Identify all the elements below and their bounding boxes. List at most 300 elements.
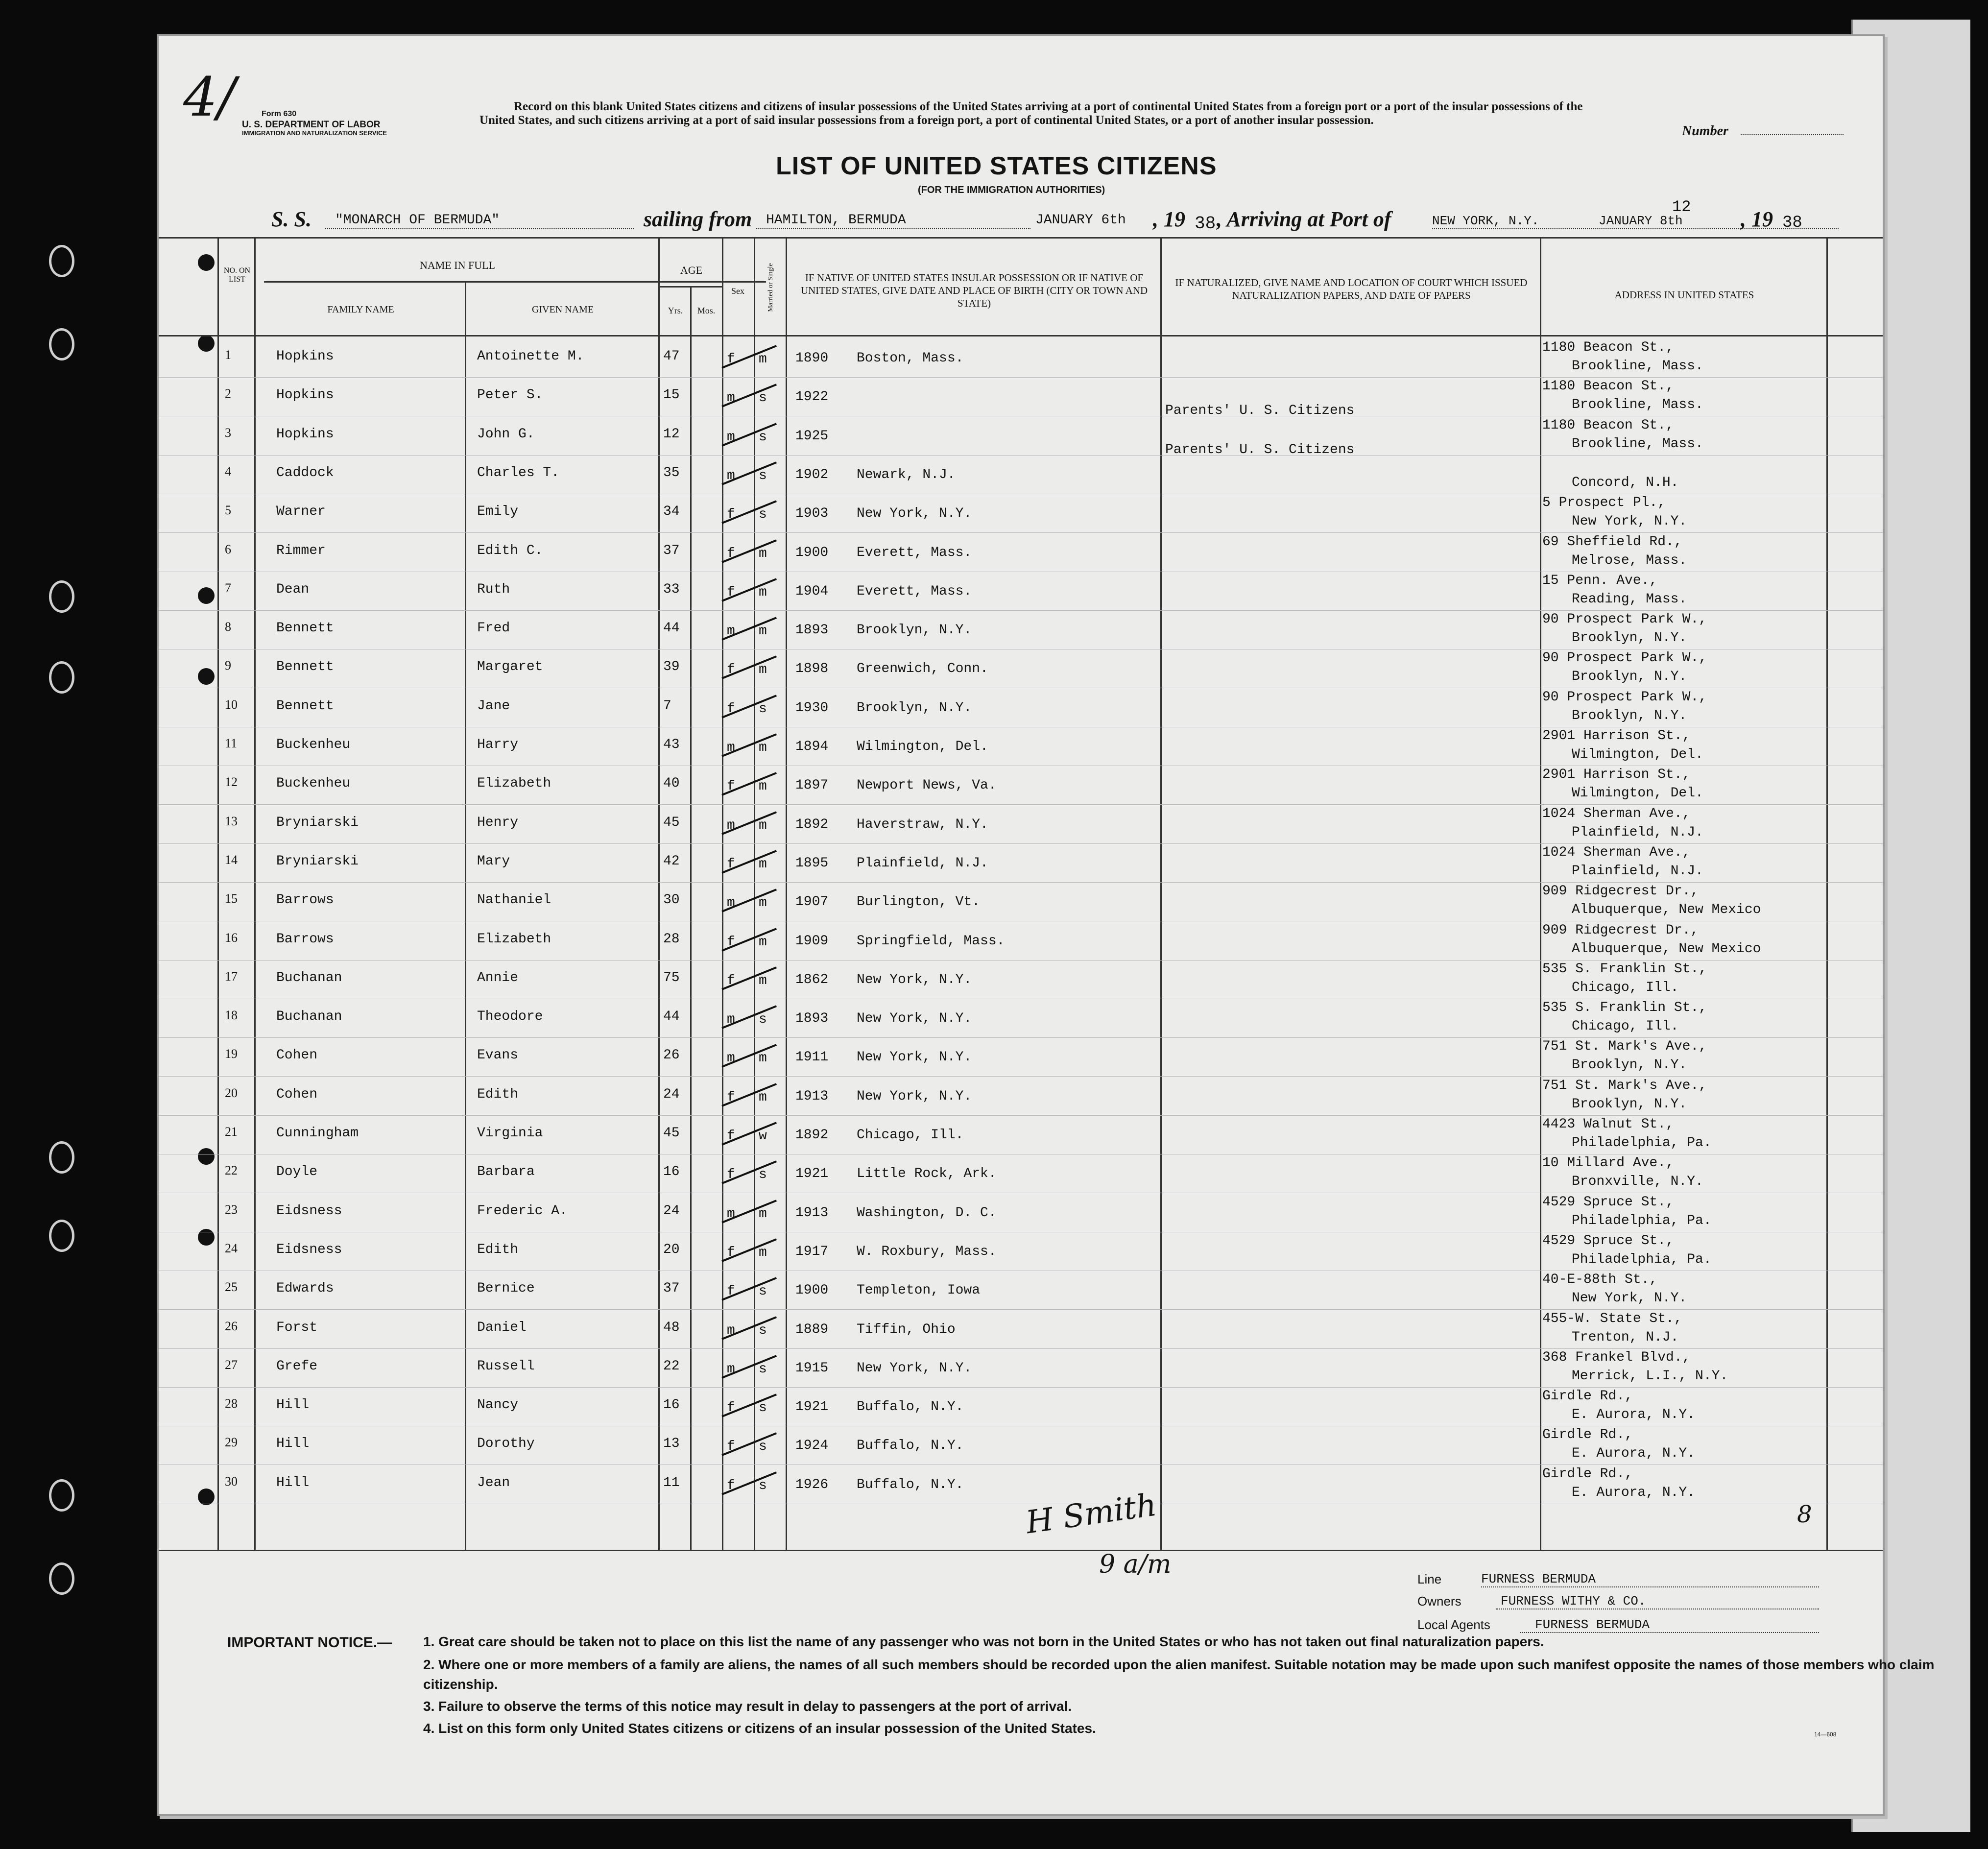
address-line-1: 5 Prospect Pl., [1542, 495, 1666, 511]
row-number: 22 [225, 1163, 238, 1178]
sex-value: f [727, 1167, 735, 1183]
address-line-2: Merrick, L.I., N.Y. [1572, 1368, 1728, 1384]
binder-hole [49, 1220, 74, 1252]
row-number: 5 [225, 503, 231, 518]
marital-status: s [759, 390, 767, 406]
row-rule [159, 610, 1883, 611]
arriving-label: , Arriving at Port of [1217, 207, 1391, 231]
age-years: 44 [663, 621, 680, 636]
marital-status: s [759, 1478, 767, 1493]
family-name: Cohen [276, 1086, 318, 1102]
address-line-1: Girdle Rd., [1542, 1427, 1633, 1443]
sex-value: f [727, 1400, 735, 1416]
address-line-1: 4529 Spruce St., [1542, 1233, 1674, 1249]
given-name: Peter S. [477, 387, 543, 403]
address-line-2: Brookline, Mass. [1572, 359, 1703, 374]
address-line-1: 2901 Harrison St., [1542, 728, 1691, 744]
table-row [159, 1117, 1883, 1155]
line-value: FURNESS BERMUDA [1481, 1572, 1596, 1586]
family-name: Edwards [276, 1281, 334, 1297]
sex-value: m [727, 1012, 735, 1028]
given-name: Edith [477, 1242, 519, 1257]
birth-year: 1893 [795, 1011, 829, 1027]
marital-status: m [759, 1206, 767, 1222]
row-rule [159, 455, 1883, 456]
address-line-2: Brookline, Mass. [1572, 436, 1703, 452]
birth-year: 1915 [795, 1360, 829, 1376]
marital-status: s [759, 468, 767, 483]
address-line-2: Reading, Mass. [1572, 591, 1687, 607]
row-number: 14 [225, 852, 238, 867]
given-name: Theodore [477, 1009, 543, 1025]
departure-year: 38 [1195, 214, 1216, 234]
address-line-2: E. Aurora, N.Y. [1572, 1407, 1696, 1423]
address-line-1: 751 St. Mark's Ave., [1542, 1039, 1707, 1055]
page-title: LIST OF UNITED STATES CITIZENS [776, 152, 1217, 180]
table-row [159, 1195, 1883, 1233]
age-years: 48 [663, 1320, 680, 1335]
binder-hole [49, 1141, 74, 1174]
age-years: 40 [663, 776, 680, 792]
age-years: 28 [663, 931, 680, 947]
row-number: 26 [225, 1319, 238, 1333]
table-row [159, 961, 1883, 1000]
agents-label: Local Agents [1417, 1617, 1490, 1632]
address-line-2: Brooklyn, N.Y. [1572, 669, 1687, 685]
ship-name-line [325, 228, 634, 229]
address-line-2: New York, N.Y. [1572, 1291, 1687, 1306]
birth-place: New York, N.Y. [857, 972, 972, 987]
marital-status: s [759, 1167, 767, 1183]
owners-value: FURNESS WITHY & CO. [1501, 1594, 1646, 1609]
address-line-1: 909 Ridgecrest Dr., [1542, 922, 1699, 938]
table-row [159, 495, 1883, 533]
age-years: 42 [663, 853, 680, 869]
address-line-1: 2901 Harrison St., [1542, 767, 1691, 783]
family-name: Barrows [276, 892, 334, 908]
given-name: John G. [477, 426, 535, 442]
given-name: Ruth [477, 581, 510, 597]
birth-place: Washington, D. C. [857, 1205, 997, 1221]
table-row [159, 1389, 1883, 1427]
address-line-1: 69 Sheffield Rd., [1542, 534, 1682, 550]
age-years: 37 [663, 1281, 680, 1297]
age-years: 13 [663, 1436, 680, 1452]
row-rule [159, 960, 1883, 961]
row-number: 1 [225, 348, 231, 362]
col-header-family-name: FAMILY NAME [327, 304, 394, 315]
row-rule [159, 532, 1883, 533]
given-name: Margaret [477, 659, 543, 675]
address-line-2: Albuquerque, New Mexico [1572, 941, 1761, 957]
family-name: Hill [276, 1475, 310, 1490]
birth-place: Greenwich, Conn. [857, 661, 988, 677]
family-name: Warner [276, 504, 326, 520]
given-name: Emily [477, 504, 519, 520]
row-rule [159, 1115, 1883, 1116]
address-line-1: 909 Ridgecrest Dr., [1542, 884, 1699, 899]
marital-status: m [759, 740, 767, 755]
birth-year: 1900 [795, 1283, 829, 1298]
address-line-2: Brooklyn, N.Y. [1572, 1096, 1687, 1112]
address-line-1: 535 S. Franklin St., [1542, 1000, 1707, 1016]
address-line-2: Philadelphia, Pa. [1572, 1135, 1712, 1151]
birth-place: W. Roxbury, Mass. [857, 1244, 997, 1259]
table-row [159, 340, 1883, 378]
family-name: Hill [276, 1397, 310, 1413]
address-line-1: 751 St. Mark's Ave., [1542, 1078, 1707, 1093]
given-name: Harry [477, 737, 519, 752]
row-rule [159, 882, 1883, 883]
address-line-1: 90 Prospect Park W., [1542, 650, 1707, 666]
sex-value: m [727, 390, 735, 406]
notice-item-4: 4. List on this form only United States citizens or citizens of an insular possession of the United States. [423, 1721, 1096, 1736]
row-number: 23 [225, 1202, 238, 1217]
address-line-2: Chicago, Ill. [1572, 1019, 1679, 1034]
table-row [159, 806, 1883, 844]
time-note: 9 a/m [1099, 1550, 1172, 1579]
family-name: Rimmer [276, 543, 326, 558]
birth-year: 1894 [795, 739, 829, 754]
address-line-2: Philadelphia, Pa. [1572, 1213, 1712, 1228]
sailing-from-label: sailing from [644, 207, 752, 231]
arrival-date-note: 12 [1672, 198, 1691, 216]
table-row [159, 1233, 1883, 1272]
marital-status: m [759, 584, 767, 600]
given-name: Bernice [477, 1281, 535, 1297]
row-number: 8 [225, 620, 231, 634]
table-row [159, 767, 1883, 805]
address-line-1: 40-E-88th St., [1542, 1272, 1658, 1288]
col-header-given-name: GIVEN NAME [531, 304, 594, 315]
address-line-1: 535 S. Franklin St., [1542, 961, 1707, 977]
sex-value: m [727, 895, 735, 911]
marital-status: m [759, 895, 767, 911]
marital-status: m [759, 779, 767, 794]
address-line-2: Concord, N.H. [1572, 475, 1679, 490]
age-years: 16 [663, 1164, 680, 1180]
marital-status: m [759, 817, 767, 833]
birth-place: Brooklyn, N.Y. [857, 700, 972, 716]
family-name: Buchanan [276, 1009, 342, 1025]
notice-item-2: 2. Where one or more members of a family are aliens, the names of all such members should be recorded upon the alien manifest. Suitable notation may be made upon such manifest opposite the names of those members who claim citizenship. [423, 1657, 1935, 1692]
birth-year: 1913 [795, 1088, 829, 1104]
table-row [159, 573, 1883, 611]
table-row [159, 379, 1883, 417]
sex-value: f [727, 856, 735, 872]
inspector-signature: H Smith [1024, 1487, 1159, 1541]
sex-value: f [727, 352, 735, 367]
address-line-1: Girdle Rd., [1542, 1389, 1633, 1404]
address-line-2: Brooklyn, N.Y. [1572, 708, 1687, 723]
col-header-number: NO. ON LIST [223, 266, 251, 284]
address-line-1: 1180 Beacon St., [1542, 340, 1674, 355]
marital-status: s [759, 1322, 767, 1338]
notice-heading: IMPORTANT NOTICE.— [227, 1634, 392, 1651]
given-name: Antoinette M. [477, 349, 584, 364]
table-row [159, 845, 1883, 883]
row-number: 21 [225, 1125, 238, 1139]
address-line-1: 4529 Spruce St., [1542, 1194, 1674, 1210]
age-years: 22 [663, 1358, 680, 1374]
birth-place: Burlington, Vt. [857, 894, 981, 910]
birth-year: 1911 [795, 1050, 829, 1065]
birth-year: 1921 [795, 1399, 829, 1415]
address-line-1: 1024 Sherman Ave., [1542, 844, 1691, 860]
row-number: 13 [225, 814, 238, 828]
row-number: 27 [225, 1357, 238, 1372]
row-rule [159, 1309, 1883, 1310]
given-name: Elizabeth [477, 776, 551, 792]
age-years: 75 [663, 970, 680, 985]
sex-value: f [727, 701, 735, 717]
row-rule [159, 804, 1883, 805]
family-name: Hopkins [276, 387, 334, 403]
page-subtitle: (FOR THE IMMIGRATION AUTHORITIES) [918, 185, 1105, 195]
sex-value: m [727, 624, 735, 639]
family-name: Hill [276, 1436, 310, 1452]
marital-status: m [759, 352, 767, 367]
address-line-2: Philadelphia, Pa. [1572, 1251, 1712, 1267]
address-line-2: Brooklyn, N.Y. [1572, 630, 1687, 646]
birth-place: Chicago, Ill. [857, 1128, 964, 1143]
given-name: Edith [477, 1086, 519, 1102]
address-line-1: 15 Penn. Ave., [1542, 573, 1658, 588]
age-years: 30 [663, 892, 680, 908]
family-name: Buckenheu [276, 776, 351, 792]
address-line-2: Wilmington, Del. [1572, 786, 1703, 801]
given-name: Barbara [477, 1164, 535, 1180]
given-name: Henry [477, 815, 519, 830]
age-years: 26 [663, 1048, 680, 1063]
table-row [159, 1311, 1883, 1349]
birth-place: Buffalo, N.Y. [857, 1477, 964, 1492]
family-name: Cohen [276, 1048, 318, 1063]
family-name: Bryniarski [276, 853, 359, 869]
birth-place: Wilmington, Del. [857, 739, 988, 754]
manifest-page [157, 34, 1935, 1816]
col-header-sex: Sex [731, 286, 744, 296]
sex-value: m [727, 740, 735, 755]
binder-hole [49, 328, 74, 360]
birth-year: 1904 [795, 583, 829, 599]
table-row [159, 1078, 1883, 1116]
family-name: Bennett [276, 698, 334, 714]
row-rule [159, 1348, 1883, 1349]
col-header-birth: IF NATIVE OF UNITED STATES INSULAR POSSESSION OR IF NATIVE OF UNITED STATES, GIVE DATE AND PLACE OF BIRTH (CITY OR TOWN AND STATE) [800, 272, 1148, 309]
family-name: Cunningham [276, 1126, 359, 1141]
sex-value: f [727, 507, 735, 523]
birth-place: Newark, N.J. [857, 467, 956, 482]
birth-place: Everett, Mass. [857, 545, 972, 560]
table-row [159, 1155, 1883, 1194]
birth-place: New York, N.Y. [857, 1050, 972, 1065]
marital-status: m [759, 1051, 767, 1066]
birth-place: Haverstraw, N.Y. [857, 816, 988, 832]
table-row [159, 884, 1883, 922]
arrival-port-line [1432, 228, 1839, 229]
sex-value: f [727, 934, 735, 950]
address-line-2: Bronxville, N.Y. [1572, 1174, 1703, 1190]
owners-label: Owners [1417, 1594, 1461, 1609]
address-line-1: 1180 Beacon St., [1542, 417, 1674, 433]
birth-year: 1897 [795, 778, 829, 793]
birth-place: Boston, Mass. [857, 351, 964, 366]
line-label: Line [1417, 1572, 1442, 1586]
row-number: 6 [225, 542, 231, 556]
family-name: Hopkins [276, 426, 334, 442]
age-years: 47 [663, 349, 680, 364]
birth-place: Everett, Mass. [857, 583, 972, 599]
given-name: Jane [477, 698, 510, 714]
address-line-1: 455-W. State St., [1542, 1311, 1682, 1326]
address-line-1: 1180 Beacon St., [1542, 379, 1674, 394]
sex-value: f [727, 662, 735, 678]
birth-year: 1862 [795, 972, 829, 987]
birth-place: Newport News, Va. [857, 778, 997, 793]
row-rule [159, 1037, 1883, 1038]
page-count-mark: 8 [1797, 1501, 1812, 1528]
marital-status: m [759, 546, 767, 561]
row-number: 4 [225, 464, 231, 479]
marital-status: s [759, 1400, 767, 1416]
birth-year: 1902 [795, 467, 829, 482]
table-row [159, 456, 1883, 495]
row-number: 18 [225, 1008, 238, 1023]
table-row [159, 1427, 1883, 1465]
marital-status: m [759, 1089, 767, 1105]
binder-hole [49, 1562, 74, 1595]
table-top-border [159, 237, 1883, 239]
agents-value: FURNESS BERMUDA [1535, 1617, 1650, 1632]
sex-value: m [727, 817, 735, 833]
given-name: Elizabeth [477, 931, 551, 947]
birth-year: 1926 [795, 1477, 829, 1492]
sex-value: f [727, 1439, 735, 1455]
address-line-1: 90 Prospect Park W., [1542, 689, 1707, 705]
birth-place: Springfield, Mass. [857, 933, 1005, 949]
age-years: 24 [663, 1203, 680, 1219]
address-line-2: Wilmington, Del. [1572, 747, 1703, 762]
sex-value: m [727, 468, 735, 483]
given-name: Virginia [477, 1126, 543, 1141]
address-line-2: New York, N.Y. [1572, 514, 1687, 529]
family-name: Buchanan [276, 970, 342, 985]
record-instructions: Record on this blank United States citizens and citizens of insular possessions of the United States arriving at a port of continental United States from a foreign port or a port of the insular possessions of the United States, and such citizens arriving at a port of said insular possessions from a foreign port, a port of continental United States, or a port of another insular possession. [479, 100, 1583, 127]
address-line-2: Trenton, N.J. [1572, 1329, 1679, 1345]
table-row [159, 1466, 1883, 1505]
given-name: Jean [477, 1475, 510, 1490]
marital-status: m [759, 856, 767, 872]
marital-status: s [759, 1012, 767, 1028]
marital-status: s [759, 701, 767, 717]
family-name: Bennett [276, 659, 334, 675]
birth-year: 1907 [795, 894, 829, 910]
row-number: 25 [225, 1280, 238, 1295]
age-years: 20 [663, 1242, 680, 1257]
birth-year: 1892 [795, 1128, 829, 1143]
row-number: 2 [225, 386, 231, 401]
marital-status: m [759, 973, 767, 988]
address-line-1: 368 Frankel Blvd., [1542, 1349, 1691, 1365]
marital-status: m [759, 624, 767, 639]
age-years: 37 [663, 543, 680, 558]
birth-place: Plainfield, N.J. [857, 855, 988, 871]
col-header-months: Mos. [697, 306, 716, 315]
manifest-rows [159, 340, 1883, 1550]
sex-value: m [727, 429, 735, 445]
departure-port-line [756, 228, 1030, 229]
birth-place: New York, N.Y. [857, 1088, 972, 1104]
col-header-name-in-full: NAME IN FULL [420, 259, 495, 271]
number-field[interactable] [1741, 134, 1844, 135]
row-number: 17 [225, 969, 238, 984]
row-number: 29 [225, 1435, 238, 1450]
sex-value: f [727, 546, 735, 561]
binder-hole [49, 245, 74, 277]
birth-year: 1917 [795, 1244, 829, 1259]
address-line-2: Brooklyn, N.Y. [1572, 1057, 1687, 1073]
given-name: Nancy [477, 1397, 519, 1413]
marital-status: s [759, 1361, 767, 1377]
birth-place: Templeton, Iowa [857, 1283, 981, 1298]
birth-year: 1892 [795, 816, 829, 832]
address-line-1: 10 Millard Ave., [1542, 1155, 1674, 1171]
birth-place: Brooklyn, N.Y. [857, 623, 972, 638]
age-years: 7 [663, 698, 671, 714]
sex-value: m [727, 1206, 735, 1222]
row-rule [159, 1387, 1883, 1388]
binder-hole [49, 580, 74, 613]
row-number: 20 [225, 1085, 238, 1100]
birth-place: Buffalo, N.Y. [857, 1399, 964, 1415]
address-line-2: Plainfield, N.J. [1572, 824, 1703, 840]
family-name: Grefe [276, 1358, 318, 1374]
form-number: Form 630 [262, 110, 297, 118]
age-years: 33 [663, 581, 680, 597]
table-row [159, 650, 1883, 689]
age-years: 34 [663, 504, 680, 520]
col-header-years: Yrs. [668, 306, 683, 315]
age-years: 11 [663, 1475, 680, 1490]
age-years: 24 [663, 1086, 680, 1102]
table-row [159, 1272, 1883, 1310]
marital-status: s [759, 507, 767, 523]
birth-year: 1924 [795, 1438, 829, 1454]
marital-status: s [759, 1439, 767, 1455]
row-number: 19 [225, 1047, 238, 1061]
family-name: Buckenheu [276, 737, 351, 752]
marital-status: m [759, 662, 767, 678]
birth-place: New York, N.Y. [857, 1360, 972, 1376]
punch-dot [198, 254, 215, 271]
family-name: Hopkins [276, 349, 334, 364]
given-name: Frederic A. [477, 1203, 568, 1219]
arrival-port: NEW YORK, N.Y. [1432, 214, 1539, 228]
given-name: Evans [477, 1048, 519, 1063]
row-number: 16 [225, 930, 238, 945]
address-line-1: 1024 Sherman Ave., [1542, 806, 1691, 821]
arrival-year: 38 [1782, 214, 1802, 232]
binder-hole [49, 661, 74, 694]
family-name: Doyle [276, 1164, 318, 1180]
marital-status: s [759, 1284, 767, 1299]
address-line-1: 4423 Walnut St., [1542, 1117, 1674, 1132]
sex-value: m [727, 1322, 735, 1338]
table-row [159, 728, 1883, 767]
birth-year: 1913 [795, 1205, 829, 1221]
address-line-2: E. Aurora, N.Y. [1572, 1485, 1696, 1500]
